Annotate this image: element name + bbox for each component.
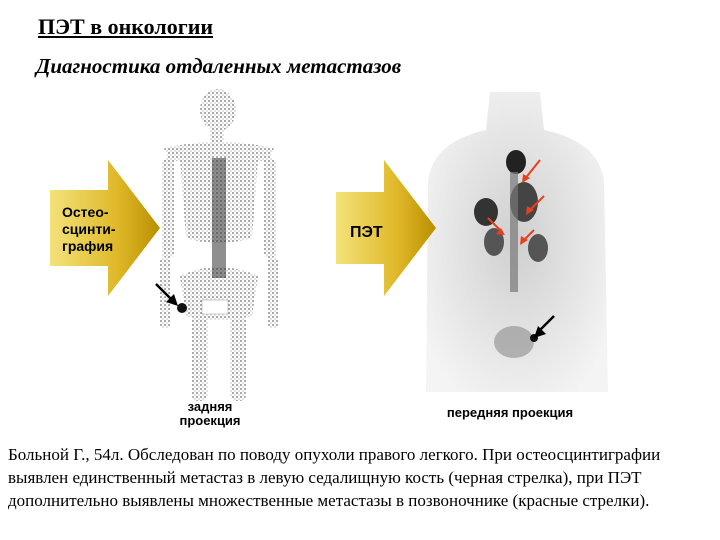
black-arrow-marker-right: [530, 312, 560, 342]
pet-arrow-label: ПЭТ: [350, 224, 383, 241]
arrow-label-line-2: сцинти-: [62, 221, 116, 237]
slide-subtitle: Диагностика отдаленных метастазов: [36, 54, 402, 78]
caption-line-2: проекция: [179, 413, 241, 428]
caption-line-1: задняя: [187, 399, 233, 414]
slide-title: ПЭТ в онкологии: [38, 14, 214, 39]
bone-scan-image: [140, 88, 300, 408]
red-arrow-markers: [480, 150, 580, 250]
scintigraphy-arrow-label: [62, 204, 116, 255]
arrow-label-line-1: Остео-: [62, 204, 109, 220]
arrow-label-line-3: графия: [62, 238, 114, 254]
anterior-projection-caption: передняя проекция: [446, 405, 574, 420]
case-description: Больной Г., 54л. Обследован по поводу опухоли правого легкого. При остеосцинтиграфии выявлен единственный метастаз в левую седалищную кость (черная стрелка), при ПЭТ дополнительно выявлены множественные метастазы в позвоночнике (красные стрелки).: [8, 445, 661, 510]
posterior-projection-caption: [170, 400, 250, 428]
